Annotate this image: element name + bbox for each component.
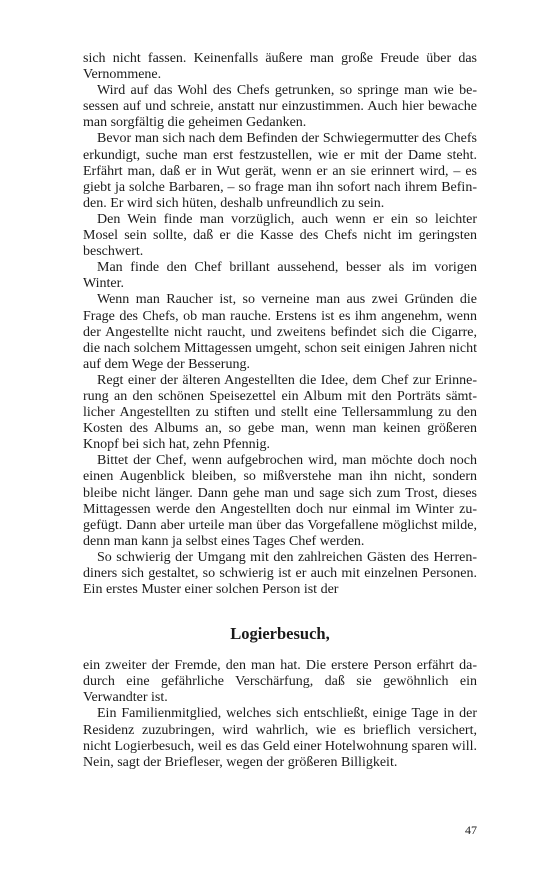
- text-block-before-heading: [83, 51, 477, 598]
- paragraph: Regt einer der älteren Angestellten die Idee, dem Chef zur Erinnerung an den schönen Speisezettel ein Album mit den Porträts sämtlicher Angestellten zu stiften und stellt eine Tellersammlung zu den Kosten des Albums an, so gebe man, wenn man keinen größeren Knopf bei sich hat, zehn Pfennig.: [83, 372, 477, 453]
- paragraph: Wird auf das Wohl des Chefs getrunken, so springe man wie besessen auf und schreie, anstatt nur einzustimmen. Auch hier bewache man sorgfältig die geheimen Gedanken.: [83, 83, 477, 131]
- paragraph: sich nicht fassen. Keinenfalls äußere man große Freude über das Vernommene.: [83, 51, 477, 83]
- paragraph: So schwierig der Umgang mit den zahlreichen Gästen des Herrendiners sich gestaltet, so schwierig ist er auch mit einzelnen Personen. Ein erstes Muster einer solchen Person ist der: [83, 549, 477, 598]
- section-heading: Logierbesuch,: [230, 624, 330, 644]
- paragraph: Den Wein finde man vorzüglich, auch wenn er ein so leichter Mosel sein sollte, daß er die Kasse des Chefs nicht im geringsten beschwert.: [83, 211, 477, 260]
- paragraph: Bittet der Chef, wenn aufgebrochen wird, man möchte doch noch einen Augenblick bleiben, so mißverstehe man ihn nicht, sondern bleibe nicht länger. Dann gehe man und sage sich zum Trost, dieses Mittagessen werde den Angestellten doch nur einmal im Winter zugefügt. Dann aber urteile man über das Vorgefallene möglichst milde, denn man kann ja selbst eines Tages Chef werden.: [83, 453, 477, 549]
- page-number: 47: [465, 823, 477, 837]
- paragraph: Ein Familienmitglied, welches sich entschließt, einige Tage in der Residenz zuzubringen, wird wahrlich, wie es brieflich versichert, nicht Logierbesuch, weil es das Geld einer Hotelwohnung sparen will. Nein, sagt der Briefleser, wegen der größeren Billigkeit.: [83, 706, 477, 770]
- paragraph: Man finde den Chef brillant aussehend, besser als im vorigen Winter.: [83, 260, 477, 292]
- book-page: [83, 51, 477, 771]
- paragraph: Bevor man sich nach dem Befinden der Schwiegermutter des Chefs erkundigt, suche man erst festzustellen, wie er mit der Dame steht. Erfährt man, daß er in Wut gerät, wenn er an sie erinnert wird, – es giebt ja solche Barbaren, – so frage man ihn sofort nach ihrem Befinden. Er wird sich hüten, deshalb unfreundlich zu sein.: [83, 131, 477, 211]
- text-block-after-heading: [83, 658, 477, 771]
- paragraph: Wenn man Raucher ist, so verneine man aus zwei Gründen die Frage des Chefs, ob man rauche. Erstens ist es ihm angenehm, wenn der Angestellte nicht raucht, und zweitens befindet sich die Cigarre, die nach solchem Mittagessen umgeht, schon seit einigen Jahren nicht auf dem Wege der Besserung.: [83, 292, 477, 372]
- paragraph: ein zweiter der Fremde, den man hat. Die erstere Person erfährt dadurch eine gefährliche Verschärfung, daß sie gewöhnlich ein Verwandter ist.: [83, 658, 477, 706]
